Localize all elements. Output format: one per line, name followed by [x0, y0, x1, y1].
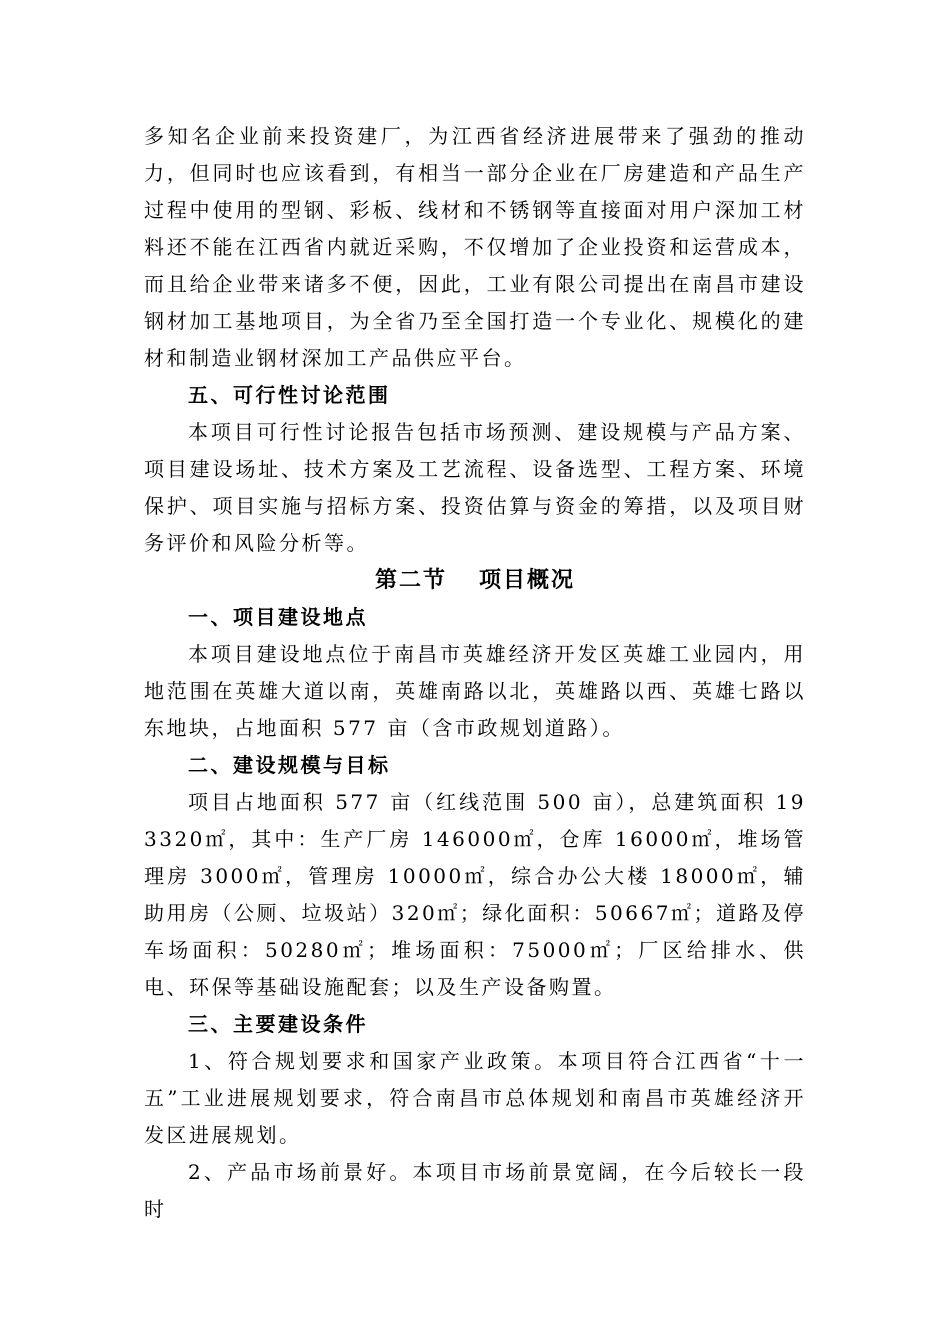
- section-heading: 一、项目建设地点: [188, 605, 368, 629]
- body-paragraph: 本项目建设地点位于南昌市英雄经济开发区英雄工业园内，用地范围在英雄大道以南，英雄南路以北，英雄路以西、英雄七路以东地块，占地面积 577 亩（含市政规划道路）。: [144, 642, 806, 740]
- section-heading: 二、建设规模与目标: [188, 753, 391, 777]
- body-paragraph: 项目占地面积 577 亩（红线范围 500 亩），总建筑面积 193320㎡，其中：生产厂房 146000㎡，仓库 16000㎡，堆场管理房 3000㎡，管理房 10000㎡，综合办公大楼 18000㎡，辅助用房（公厕、垃圾站）320㎡；绿化面积：50667㎡；道路及停车场面积：50280㎡；堆场面积：75000㎡；厂区给排水、供电、环保等基础设施配套；以及生产设备购置。: [144, 790, 806, 999]
- document-page: [144, 118, 806, 1228]
- body-paragraph: 1、符合规划要求和国家产业政策。本项目符合江西省“十一五”工业进展规划要求，符合南昌市总体规划和南昌市英雄经济开发区进展规划。: [144, 1049, 806, 1147]
- section-heading: 五、可行性讨论范围: [188, 383, 391, 407]
- section-number: 第二节: [374, 567, 447, 593]
- body-paragraph: 2、产品市场前景好。本项目市场前景宽阔，在今后较长一段时: [144, 1160, 806, 1221]
- body-paragraph: 本项目可行性讨论报告包括市场预测、建设规模与产品方案、项目建设场址、技术方案及工艺流程、设备选型、工程方案、环境保护、项目实施与招标方案、投资估算与资金的筹措，以及项目财务评价和风险分析等。: [144, 420, 806, 555]
- body-paragraph: 多知名企业前来投资建厂，为江西省经济进展带来了强劲的推动力，但同时也应该看到，有相当一部分企业在厂房建造和产品生产过程中使用的型钢、彩板、线材和不锈钢等直接面对用户深加工材料还不能在江西省内就近采购，不仅增加了企业投资和运营成本，而且给企业带来诸多不便，因此，工业有限公司提出在南昌市建设钢材加工基地项目，为全省乃至全国打造一个专业化、规模化的建材和制造业钢材深加工产品供应平台。: [144, 124, 806, 370]
- section-heading: 三、主要建设条件: [188, 1012, 368, 1036]
- section-name: 项目概况: [479, 567, 576, 593]
- chapter-section-title: [144, 562, 806, 599]
